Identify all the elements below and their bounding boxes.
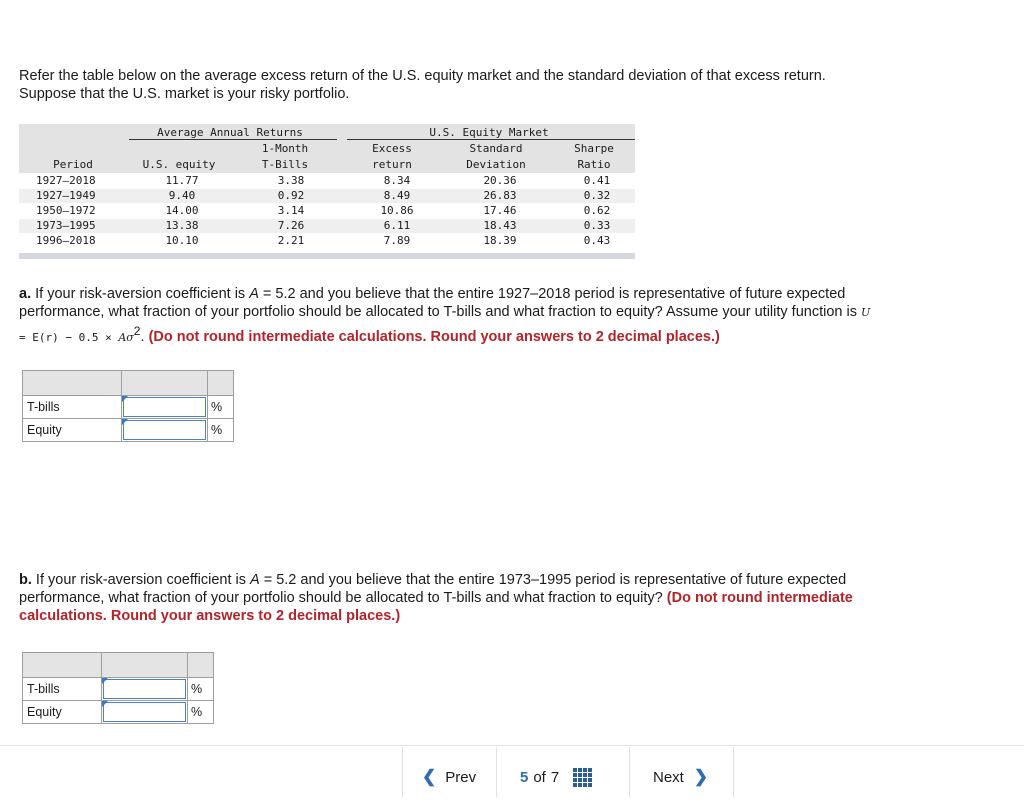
- returns-table: Average Annual Returns U.S. Equity Market 1-Month Excess Standard Sharpe Period U.S. equity T-Bills return Deviation Ratio 1927–2018 11.77 3.38 8.34 20.36 0.41 1927–1949 9.40 0.92 8.49 26.83 0.32 1950–1972 14.00 3.14 10.86 17.46 0.62 1973–1995 13.38 7.26 6.11 18.43 0.33 1996–2018 10.10 2.21 7.89 18.39 0.43: [19, 124, 635, 260]
- question-b: b. If your risk-aversion coefficient is A = 5.2 and you believe that the entire 1973–1995 period is representative of future expected performance, what fraction of your portfolio should be allocated to T-bills and what fraction to equity? (Do not round intermediate calculations. Round your answers to 2 decimal places.): [19, 572, 853, 624]
- label-equity: Equity: [23, 419, 122, 442]
- label-tbills: T-bills: [23, 678, 102, 701]
- page-indicator[interactable]: 5 of 7: [520, 757, 592, 797]
- instruction-a: (Do not round intermediate calculations. Round your answers to 2 decimal places.): [148, 328, 720, 345]
- intro-text: [19, 67, 1009, 103]
- answer-grid-b: T-bills % Equity %: [22, 652, 214, 724]
- chevron-left-icon: ❮: [422, 767, 437, 786]
- header-tbills: 1-Month: [261, 142, 309, 155]
- header-excess: Excess: [372, 142, 412, 155]
- group-header-returns: Average Annual Returns: [157, 126, 303, 139]
- tbills-input-b[interactable]: [102, 678, 188, 701]
- question-a: a. If your risk-aversion coefficient is A = 5.2 and you believe that the entire 1927–2018 period is representative of future expected performance, what fraction of your portfolio should be allocated to T-bills and what fraction to equity? Assume your utility function is U = $E(r) - 0.5 \times A\sigma^2$. (Do not round intermediate calculations. Round your answers to 2 decimal places.): [19, 286, 871, 345]
- prev-button[interactable]: ❮ Prev: [422, 767, 477, 786]
- intro-line-2: Suppose that the U.S. market is your risky portfolio.: [19, 86, 350, 102]
- chevron-right-icon: ❯: [693, 767, 709, 786]
- header-sd: Standard: [469, 142, 523, 155]
- next-button[interactable]: Next ❯: [653, 767, 709, 786]
- header-sharpe: Sharpe: [574, 142, 614, 155]
- label-tbills: T-bills: [23, 396, 122, 419]
- tbills-input-a[interactable]: [122, 396, 208, 419]
- label-equity: Equity: [23, 701, 102, 724]
- instruction-b: calculations. Round your answers to 2 decimal places.): [19, 608, 401, 624]
- equity-input-b[interactable]: [102, 701, 188, 724]
- answer-grid-a: T-bills % Equity %: [22, 370, 234, 442]
- intro-line-1: Refer the table below on the average excess return of the U.S. equity market and the standard deviation of that excess return.: [19, 68, 826, 84]
- header-equity: U.S. equity: [142, 158, 216, 171]
- grid-icon: [573, 768, 592, 787]
- equity-input-a[interactable]: [122, 419, 208, 442]
- header-period: Period: [53, 158, 93, 171]
- group-header-market: U.S. Equity Market: [429, 126, 549, 139]
